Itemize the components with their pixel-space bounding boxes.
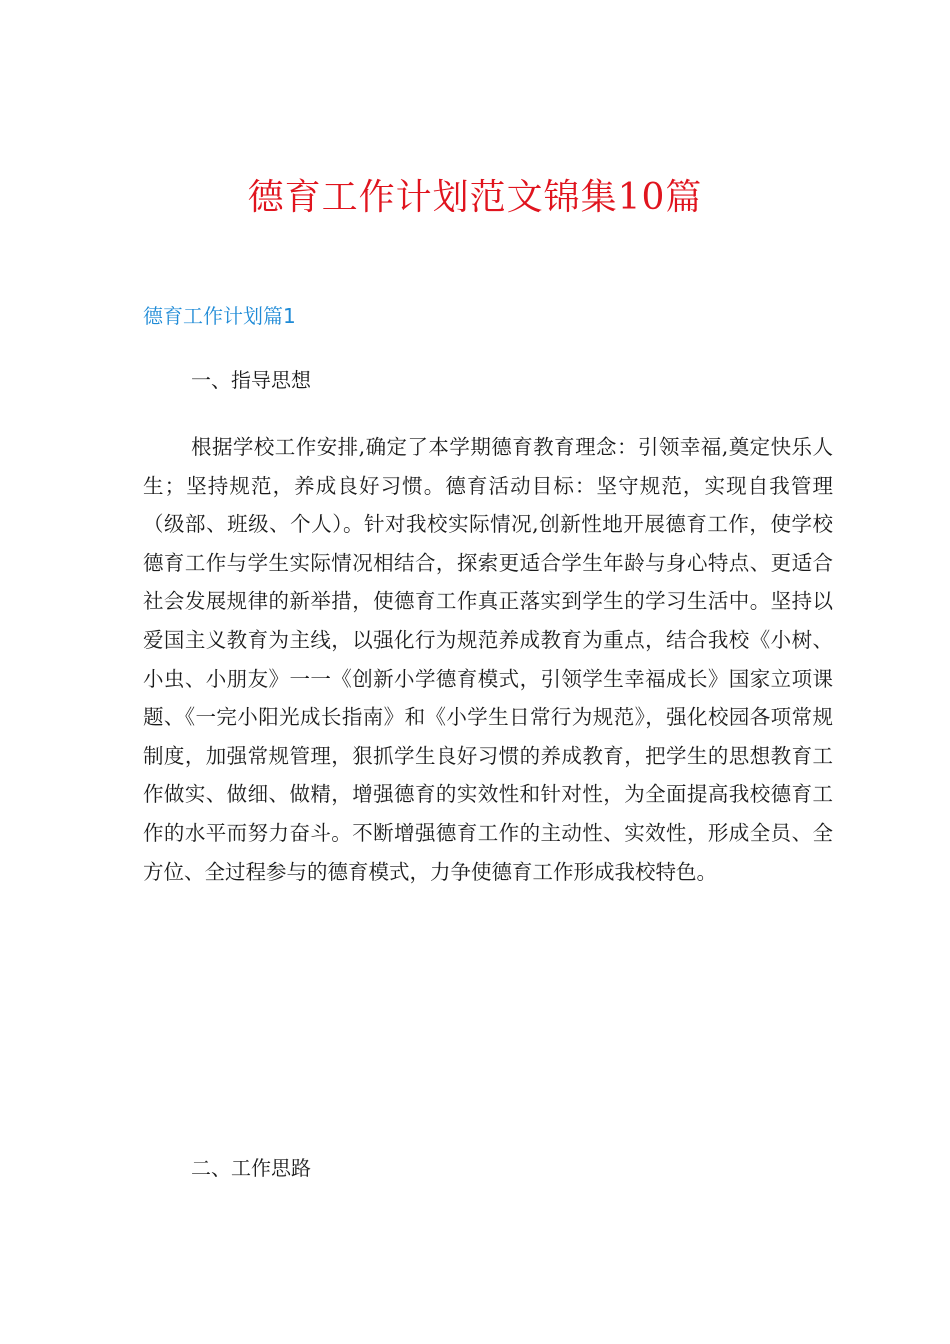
body-paragraph: 根据学校工作安排,确定了本学期德育教育理念：引领幸福,奠定快乐人生；坚持规范，养成良好习惯。德育活动目标：坚守规范，实现自我管理（级部、班级、个人）。针对我校实际情况,创新性地开展德育工作，使学校德育工作与学生实际情况相结合，探索更适合学生年龄与身心特点、更适合社会发展规律的新举措，使德育工作真正落实到学生的学习生活中。坚持以爱国主义教育为主线，以强化行为规范养成教育为重点，结合我校《小树、小虫、小朋友》一一《创新小学德育模式，引领学生幸福成长》国家立项课题、《一完小阳光成长指南》和《小学生日常行为规范》，强化校园各项常规制度，加强常规管理，狠抓学生良好习惯的养成教育，把学生的思想教育工作做实、做细、做精，增强德育的实效性和针对性，为全面提高我校德育工作的水平而努力奋斗。不断增强德育工作的主动性、实效性，形成全员、全方位、全过程参与的德育模式，力争使德育工作形成我校特色。 — [143, 435, 833, 884]
subheading-guiding-ideology: 一、指导思想 — [191, 368, 311, 392]
document-title: 德育工作计划范文锦集10篇 — [247, 177, 703, 218]
section-heading: 德育工作计划篇1 — [143, 304, 296, 328]
subheading-work-approach: 二、工作思路 — [191, 1156, 311, 1180]
